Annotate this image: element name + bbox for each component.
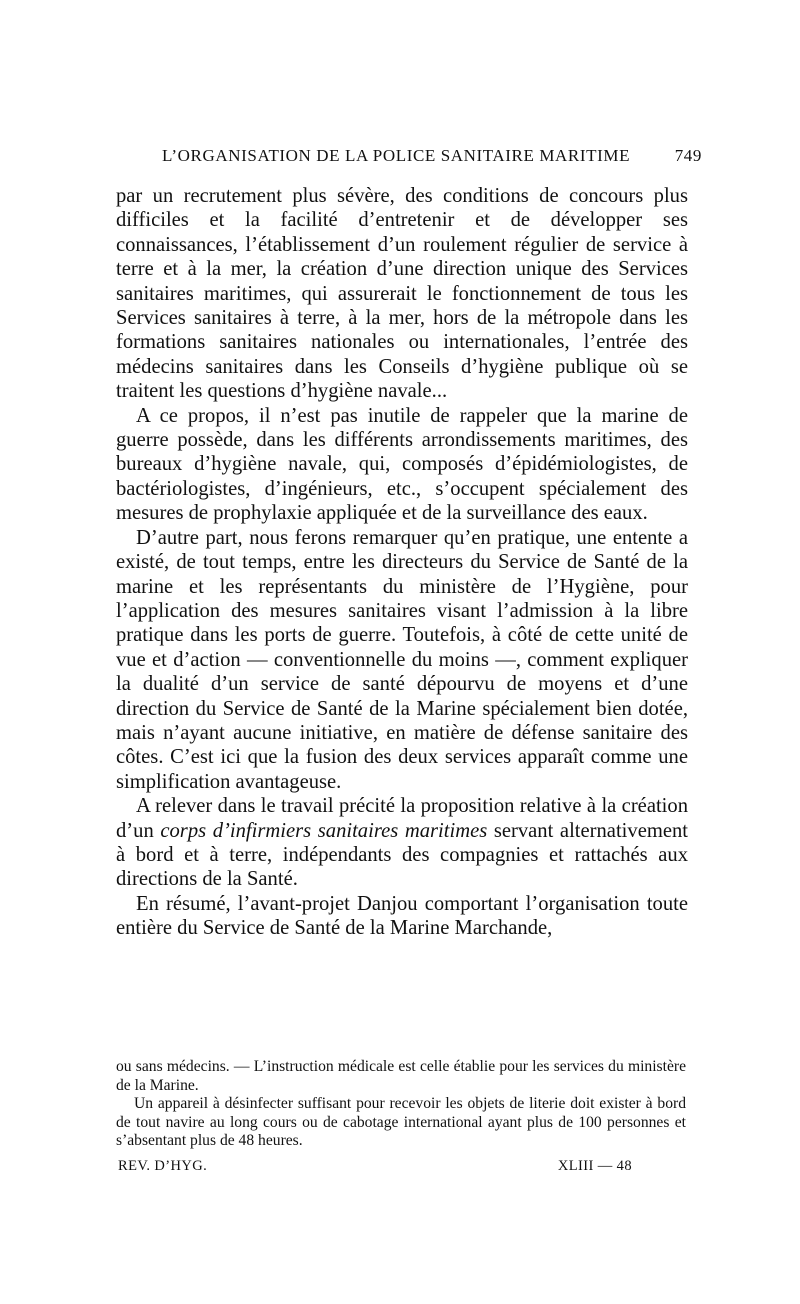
paragraph-3: D’autre part, nous ferons remarquer qu’en pratique, une entente a existé, de tout temps, entre les directeurs du Service de Santé de la marine et les représentants du ministère de l’Hygiène, pour l’application des mesures sanitaires visant l’admission à la libre pratique dans les ports de guerre. Toutefois, à côté de cette unité de vue et d’action — conventionnelle du moins —, comment expliquer la dualité d’un service de santé dépourvu de moyens et d’une direction du Service de Santé de la Marine spécialement bien dotée, mais n’ayant aucune initiative, en matière de défense sanitaire des côtes. C’est ici que la fusion des deux services apparaît comme une simplification avantageuse. [116,526,688,793]
footnotes [116,1058,686,1151]
paragraph-4 [116,794,688,892]
paragraph-5: En résumé, l’avant-projet Danjou comportant l’organisation toute entière du Service de Santé de la Marine Marchande, [116,892,688,940]
paragraph-4-italic: corps d’infirmiers sanitaires maritimes [160,819,488,842]
signature-left: REV. D’HYG. [118,1158,208,1174]
signature-right: XLIII — 48 [557,1158,632,1174]
printer-signature [118,1158,638,1175]
paragraph-2: A ce propos, il n’est pas inutile de rappeler que la marine de guerre possède, dans les différents arrondissements maritimes, des bureaux d’hygiène navale, qui, composés d’épidémiologistes, de bactériologistes, d’ingénieurs, etc., s’occupent spécialement des mesures de prophylaxie appliquée et de la surveillance des eaux. [116,404,688,525]
running-title: L’ORGANISATION DE LA POLICE SANITAIRE MARITIME [162,146,631,165]
paragraph-1: par un recrutement plus sévère, des conditions de concours plus difficiles et la facilité d’entretenir et de développer ses connaissances, l’établissement d’un roulement régulier de service à terre et à la mer, la création d’une direction unique des Services sanitaires maritimes, qui assurerait le fonctionnement de tous les Services sanitaires à terre, à la mer, hors de la métropole dans les formations sanitaires nationales ou internationales, l’entrée des médecins sanitaires dans les Conseils d’hygiène publique où se traitent les questions d’hygiène navale... [116,185,688,403]
paragraph-4-start: A relever dans le travail précité la proposition relative à la création d’un [116,795,688,842]
paragraph-4-end: servant alternativement à bord et à terre, indépendants des compagnies et rattachés aux directions de la Santé. [116,819,689,891]
footnote-continued: ou sans médecins. — L’instruction médicale est celle établie pour les services du ministère de la Marine. [116,1058,686,1094]
main-text [116,184,688,941]
page-number: 749 [674,146,702,165]
footnote-2: Un appareil à désinfecter suffisant pour recevoir les objets de literie doit exister à bord de tout navire au long cours ou de cabotage international ayant plus de 100 personnes et s’absentant plus de 48 heures. [116,1095,686,1150]
running-header [162,146,702,166]
